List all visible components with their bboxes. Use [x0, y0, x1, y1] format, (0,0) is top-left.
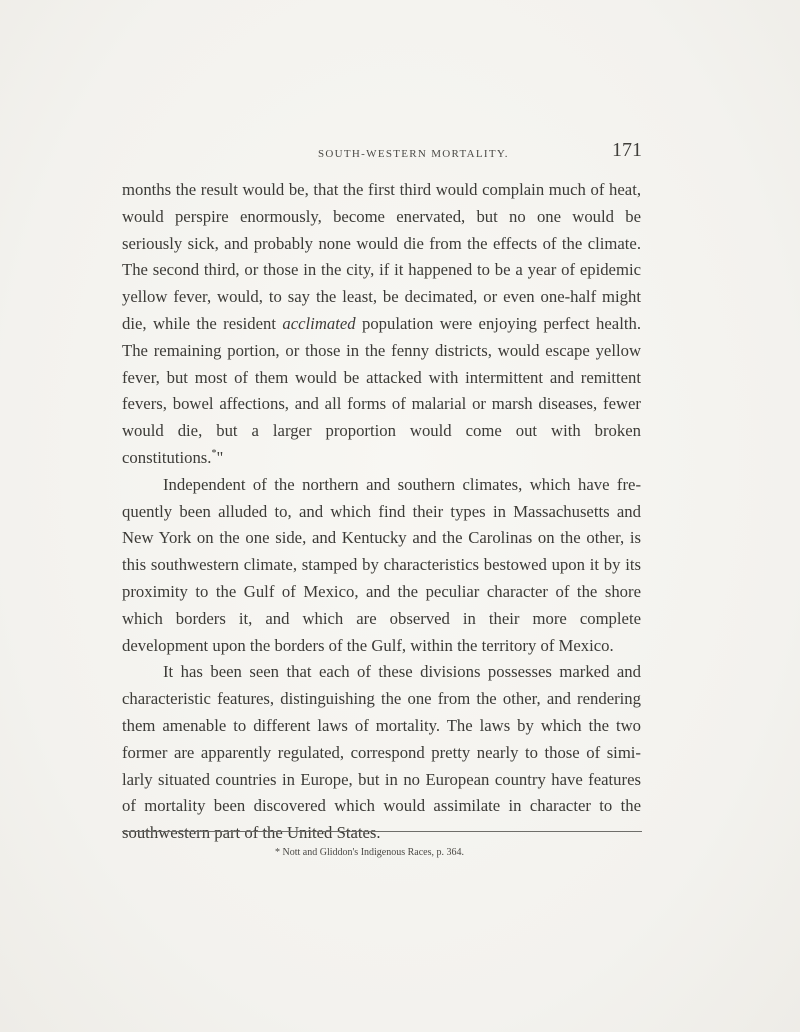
paragraph-1-closing-quote: "	[216, 447, 224, 467]
footnote: * Nott and Gliddon's Indigenous Races, p. 364.	[275, 847, 465, 858]
paragraph-1-text-a: months the result would be, that the first third would complain much of heat, would perspire enormously, become enervated, but no one would be seriously sick, and probably none would die from the effects of the climate. The second third, or those in the city, if it happened to be a year of epidemic yellow fever, would, to say the least, be decimated, or even one-half might die, while the resident	[122, 180, 641, 333]
running-head: SOUTH-WESTERN MORTALITY.	[318, 148, 509, 160]
body-text	[122, 177, 641, 847]
page-number: 171	[612, 139, 642, 161]
paragraph-3: It has been seen that each of these divisions possesses marked and characteristic features, distinguishing the one from the other, and rendering them amenable to different laws of mortality. The laws by which the two former are apparently regulated, correspond pretty nearly to those of simi- larly situated countries in Europe, but in no European country have features of mortality been discovered which would assimilate in character to the southwestern part of the United States.	[122, 662, 641, 843]
paragraph-1	[122, 177, 641, 472]
footnote-divider	[122, 831, 642, 832]
paragraph-1-italic-word: acclimated	[282, 313, 356, 333]
paragraph-1-text-b: population were enjoying perfect health. The remaining portion, or those in the fenny districts, would escape yellow fever, but most of them would be attacked with intermittent and remittent fevers, bowel affections, and all forms of malarial or marsh diseases, fewer would die, but a larger proportion would come out with broken constitutions.	[122, 313, 641, 467]
paragraph-2: Independent of the northern and southern climates, which have fre- quently been alluded to, and which find their types in Massachusetts and New York on the one side, and Kentucky and the Carolinas on the other, is this southwestern climate, stamped by characteristics bestowed upon it by its proximity to the Gulf of Mexico, and the peculiar character of the shore which borders it, and which are observed in their more complete development upon the borders of the Gulf, within the territory of Mexico.	[122, 474, 641, 655]
footnote-reference-mark: *	[211, 447, 217, 459]
